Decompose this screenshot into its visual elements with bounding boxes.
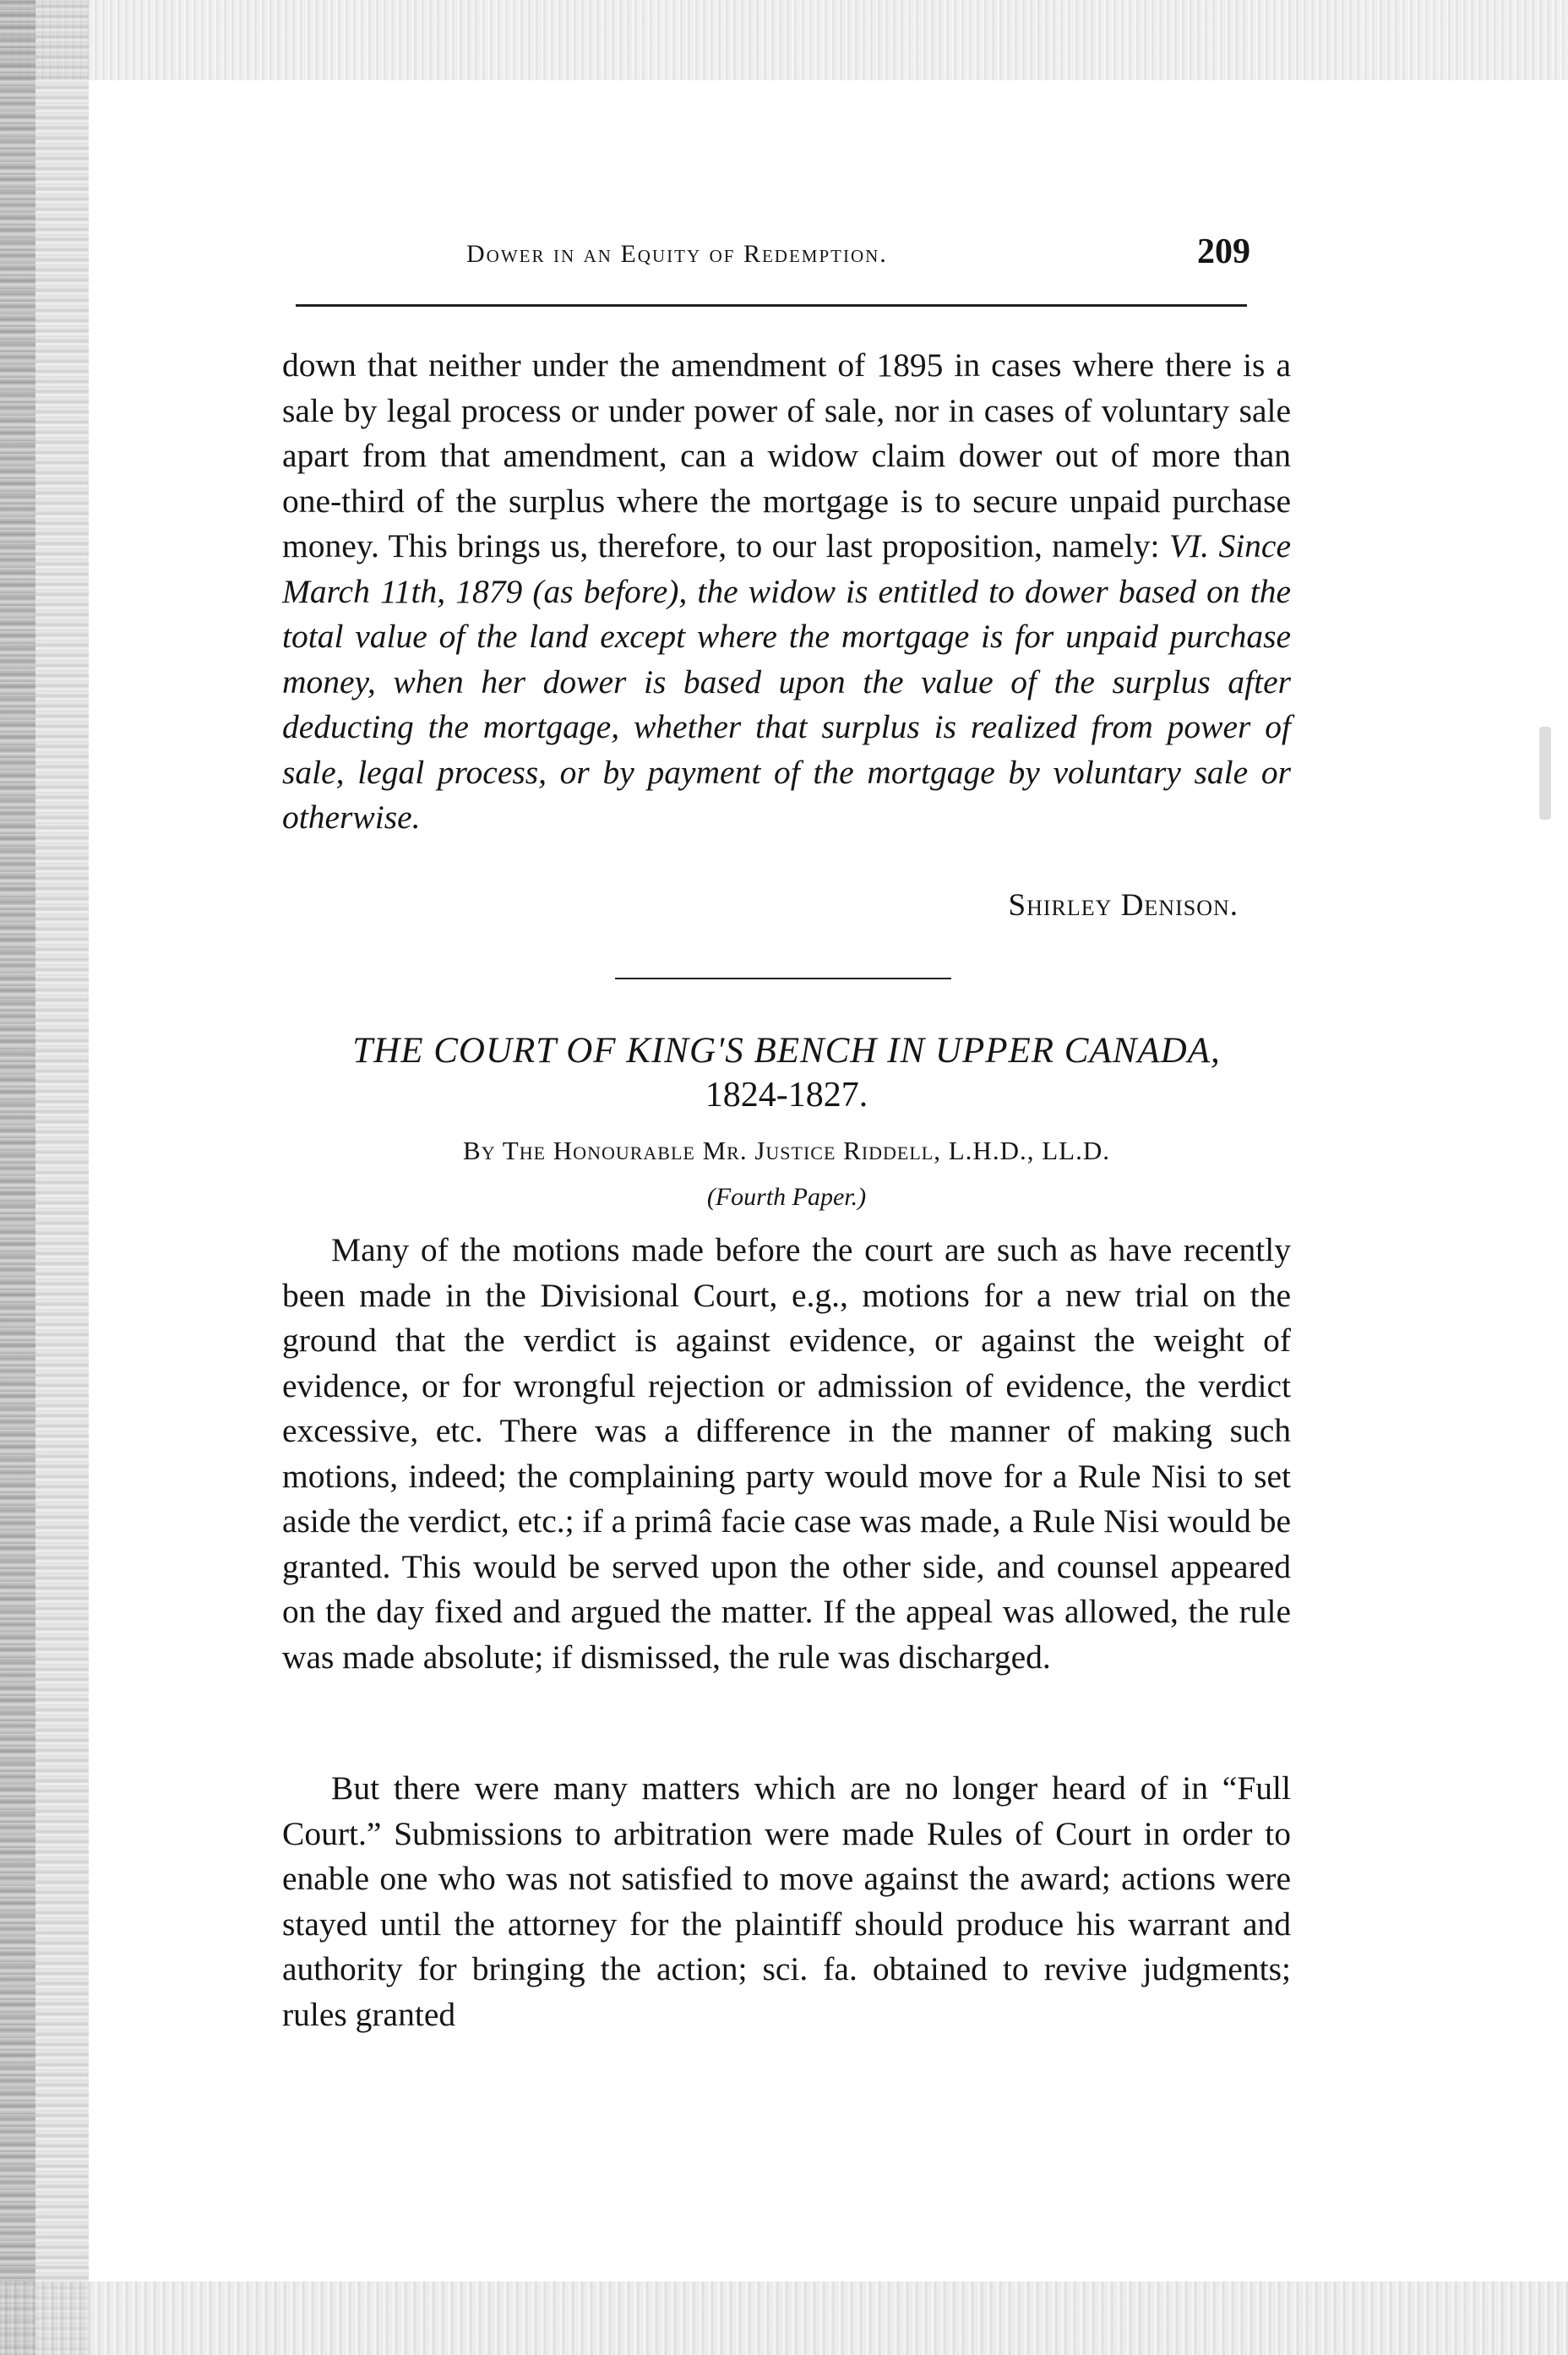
paragraph-roman-text: down that neither under the amendment of 1895 in cases where there is a sale by legal process or under power of sale, nor in cases of voluntary sale apart from that amendment, can a widow claim dower out of more than one-third of the surplus where the mortgage is to secure unpaid purchase money. This brings us, therefore, to our last proposition, namely:	[282, 346, 1291, 564]
author-signature: Shirley Denison.	[1008, 888, 1239, 923]
header-rule	[296, 304, 1247, 307]
running-head	[282, 228, 1291, 279]
article-paragraph-2: But there were many matters which are no longer heard of in “Full Court.” Submissions to arbitration were made Rules of Court in order to enable one who was not satisfied to move against the award; actions were stayed until the attorney for the plaintiff should produce his warrant and authority for bringing the action; sci. fa. obtained to revive judgments; rules granted	[282, 1769, 1291, 2033]
article-byline: By The Honourable Mr. Justice Riddell, L.H.D., LL.D.	[463, 1136, 1110, 1165]
article-paragraph-1: Many of the motions made before the court are such as have recently been made in the Divisional Court, e.g., motions for a new trial on the ground that the verdict is against evidence, or against the weight of evidence, or for wrongful rejection or admission of evidence, the verdict excessive, etc. There was a difference in the manner of making such motions, indeed; the complaining party would move for a Rule Nisi to set aside the verdict, etc.; if a primâ facie case was made, a Rule Nisi would be granted. This would be served upon the other side, and counsel appeared on the day fixed and argued the matter. If the appeal was allowed, the rule was made absolute; if dismissed, the rule was discharged.	[282, 1231, 1291, 1676]
book-page	[282, 228, 1291, 2033]
article-title: THE COURT OF KING'S BENCH IN UPPER CANADA,	[352, 1031, 1221, 1071]
scan-smudge	[1539, 727, 1551, 820]
section-divider	[615, 978, 951, 979]
scan-border-top	[0, 0, 1568, 80]
article-dates: 1824-1827.	[705, 1076, 868, 1115]
page-number: 209	[1197, 232, 1250, 271]
paper-note: (Fourth Paper.)	[706, 1183, 867, 1211]
previous-article-paragraph	[282, 343, 1291, 841]
scan-border-bottom	[0, 2281, 1568, 2355]
running-title: Dower in an Equity of Redemption.	[466, 240, 888, 268]
paragraph-italic-text: VI. Since March 11th, 1879 (as before), the widow is entitled to dower based on the total value of the land except where the mortgage is for unpaid purchase money, when her dower is based upon the value of the surplus after deducting the mortgage, whether that surplus is realized from power of sale, legal process, or by payment of the mortgage by voluntary sale or otherwise.	[282, 527, 1291, 836]
scan-binding-edge	[0, 0, 35, 2355]
